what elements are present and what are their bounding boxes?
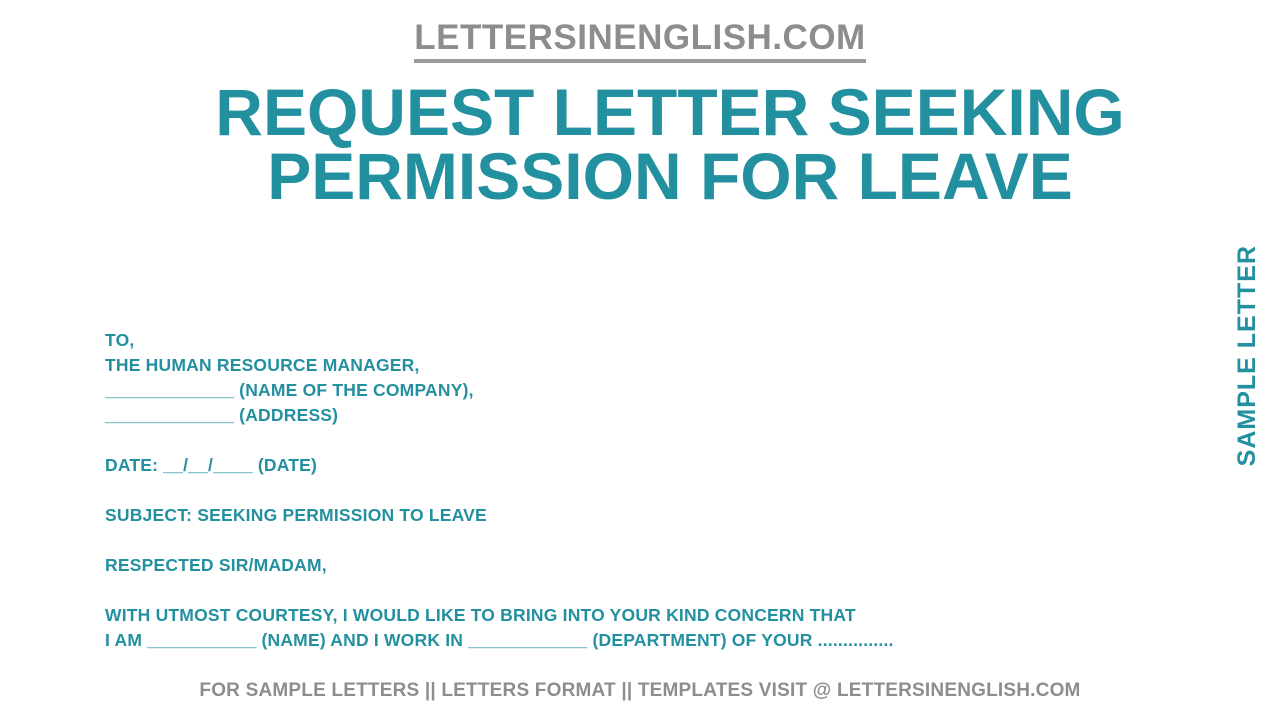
page-title-line-1: REQUEST LETTER SEEKING [215,75,1125,149]
spacer-1 [105,428,1165,453]
letter-body-line-1: WITH UTMOST COURTESY, I WOULD LIKE TO BRING INTO YOUR KIND CONCERN THAT [105,605,856,625]
page-title [140,75,1200,214]
letter-body-line-2: I AM ___________ (NAME) AND I WORK IN ____________ (DEPARTMENT) OF YOUR ............... [105,630,894,650]
site-name-header [0,18,1280,58]
page-title-line-2: PERMISSION FOR LEAVE [267,139,1073,214]
letter-address: _____________ (ADDRESS) [105,405,339,425]
sample-letter-side-label: SAMPLE LETTER [1233,245,1261,467]
footer-text: FOR SAMPLE LETTERS || LETTERS FORMAT || TEMPLATES VISIT @ LETTERSINENGLISH.COM [199,680,1081,701]
letter-subject: SUBJECT: SEEKING PERMISSION TO LEAVE [105,505,487,525]
spacer-2 [105,478,1165,503]
letter-company: _____________ (NAME OF THE COMPANY), [105,380,474,400]
letter-salutation: RESPECTED SIR/MADAM, [105,555,327,575]
letter-to-label: TO, [105,330,135,350]
letter-recipient: THE HUMAN RESOURCE MANAGER, [105,355,420,375]
spacer-3 [105,528,1165,553]
letter-body [105,328,1165,653]
letter-date: DATE: __/__/____ (DATE) [105,455,318,475]
site-name-text: LETTERSINENGLISH.COM [414,18,865,63]
spacer-4 [105,578,1165,603]
